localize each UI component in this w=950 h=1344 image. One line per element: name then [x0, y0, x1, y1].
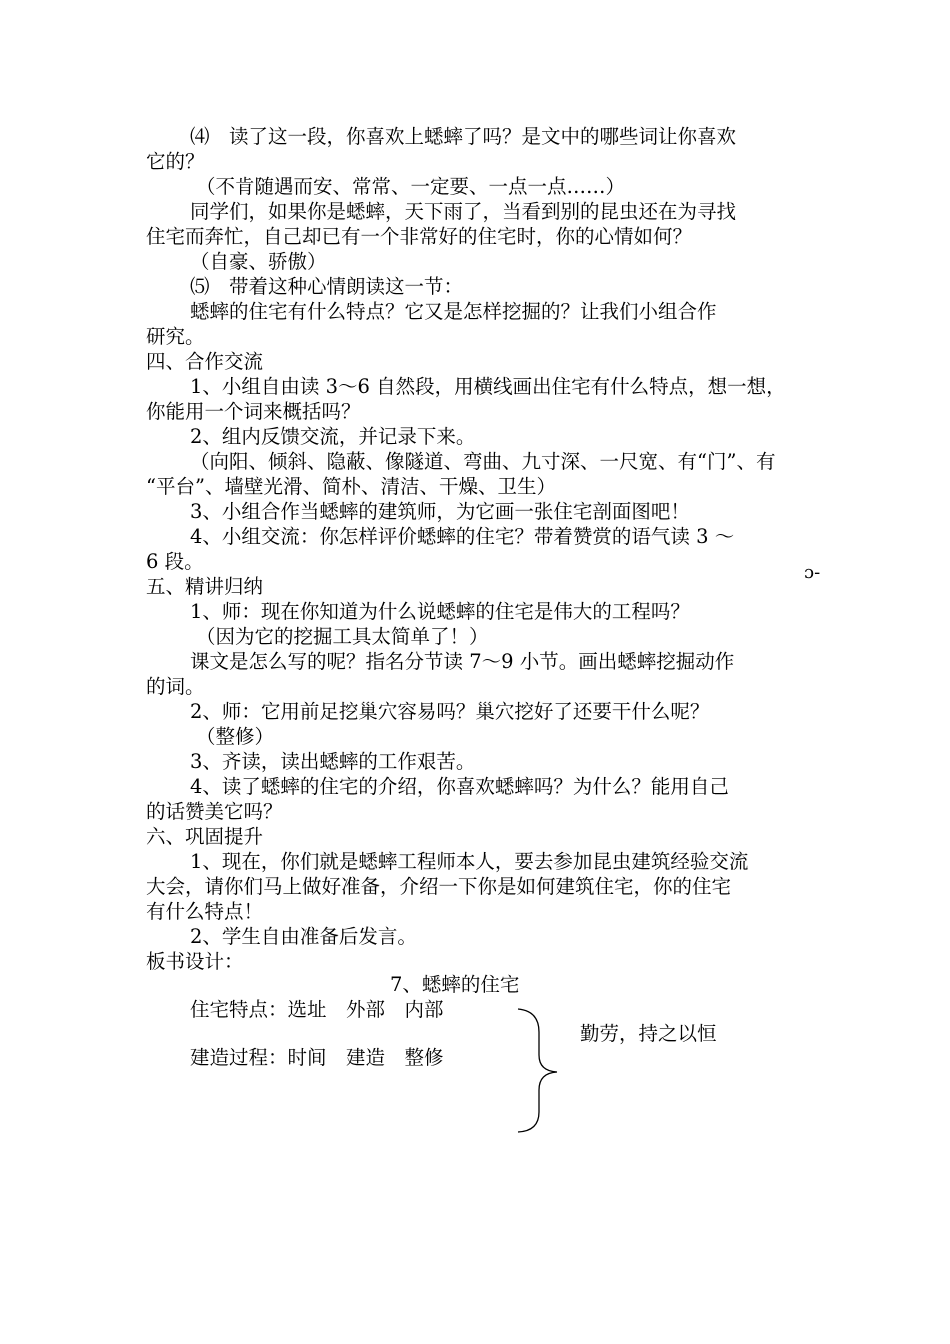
text-line: 6 段。 — [146, 550, 204, 573]
section-heading: 六、巩固提升 — [146, 825, 264, 848]
margin-mark: ɔ- — [804, 562, 821, 583]
text-line: ⑷ 读了这一段，你喜欢上蟋蟀了吗？是文中的哪些词让你喜欢 — [190, 125, 737, 148]
text-line: 4、小组交流：你怎样评价蟋蟀的住宅？带着赞赏的语气读 3 ～ — [190, 525, 735, 548]
text-line: （整修） — [196, 725, 275, 748]
text-line: 住宅而奔忙，自己却已有一个非常好的住宅时，你的心情如何？ — [146, 225, 693, 248]
text-line: 蟋蟀的住宅有什么特点？它又是怎样挖掘的？让我们小组合作 — [190, 300, 717, 323]
text-line: 1、现在，你们就是蟋蟀工程师本人，要去参加昆虫建筑经验交流 — [190, 850, 749, 873]
text-line: 研究。 — [146, 325, 205, 348]
text-line: 的话赞美它吗？ — [146, 800, 283, 823]
text-line: 3、小组合作当蟋蟀的建筑师，为它画一张住宅剖面图吧！ — [190, 500, 690, 523]
text-line: 你能用一个词来概括吗？ — [146, 400, 361, 423]
text-line: 2、组内反馈交流，并记录下来。 — [190, 425, 476, 448]
text-line: （因为它的挖掘工具太简单了！） — [196, 625, 489, 648]
board-title: 7、蟋蟀的住宅 — [390, 973, 520, 996]
board-summary: 勤劳，持之以恒 — [580, 1022, 717, 1045]
text-line: 板书设计： — [146, 950, 244, 973]
text-line: （自豪、骄傲） — [190, 250, 327, 273]
text-line: 1、小组自由读 3～6 自然段，用横线画出住宅有什么特点，想一想， — [190, 375, 786, 398]
board-row-features: 住宅特点：选址 外部 内部 — [190, 998, 444, 1021]
text-line: 同学们，如果你是蟋蟀，天下雨了，当看到别的昆虫还在为寻找 — [190, 200, 737, 223]
text-line: “平台”、墙壁光滑、简朴、清洁、干燥、卫生） — [146, 475, 556, 498]
board-row-process: 建造过程：时间 建造 整修 — [190, 1046, 444, 1069]
text-line: ⑸ 带着这种心情朗读这一节： — [190, 275, 464, 298]
text-line: 3、齐读，读出蟋蟀的工作艰苦。 — [190, 750, 476, 773]
text-line: 2、师：它用前足挖巢穴容易吗？巢穴挖好了还要干什么呢？ — [190, 700, 710, 723]
section-heading: 五、精讲归纳 — [146, 575, 264, 598]
text-line: （不肯随遇而安、常常、一定要、一点一点……） — [196, 175, 626, 198]
text-line: 课文是怎么写的呢？指名分节读 7～9 小节。画出蟋蟀挖掘动作 — [190, 650, 735, 673]
text-line: 有什么特点！ — [146, 900, 264, 923]
text-line: 的词。 — [146, 675, 205, 698]
section-heading: 四、合作交流 — [146, 350, 264, 373]
text-line: 它的？ — [146, 150, 205, 173]
text-line: 大会，请你们马上做好准备，介绍一下你是如何建筑住宅，你的住宅 — [146, 875, 732, 898]
text-line: 4、读了蟋蟀的住宅的介绍，你喜欢蟋蟀吗？为什么？能用自己 — [190, 775, 729, 798]
text-line: 1、师：现在你知道为什么说蟋蟀的住宅是伟大的工程吗？ — [190, 600, 690, 623]
text-line: 2、学生自由准备后发言。 — [190, 925, 417, 948]
text-line: （向阳、倾斜、隐蔽、像隧道、弯曲、九寸深、一尺宽、有“门”、有 — [190, 450, 776, 473]
